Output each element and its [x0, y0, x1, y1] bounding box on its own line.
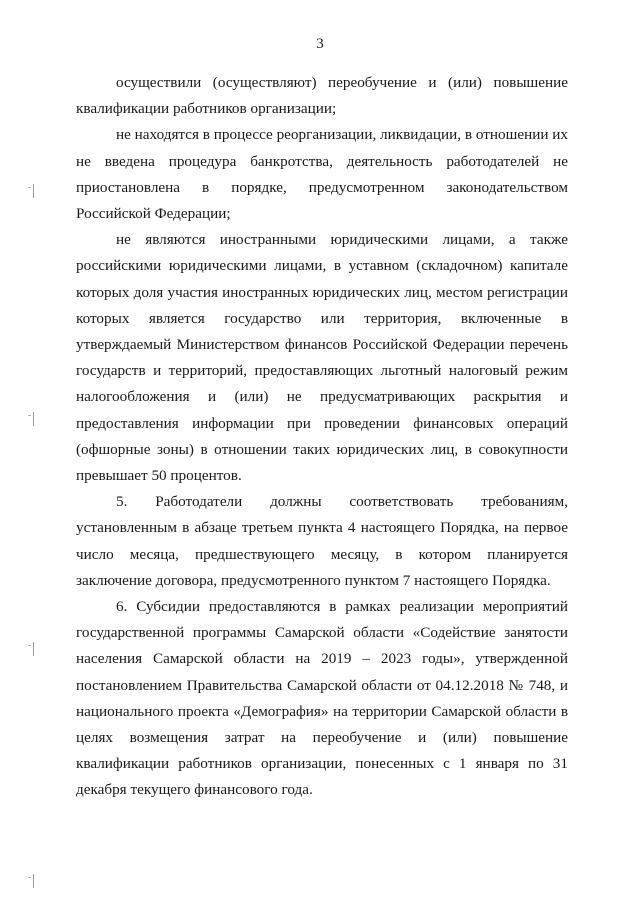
paragraph-retraining: осуществили (осуществляют) переобучение и (или) повышение квалификации работников организации;	[76, 74, 568, 118]
margin-scan-mark	[33, 412, 40, 426]
paragraph-not-foreign-entity: не являются иностранными юридическими лицами, а также российскими юридическими лицами, в уставном (складочном) капитале которых доля участия иностранных юридических лиц, местом регистрации которых является государство или территория, включенные в утверждаемый Министерством финансов Российской Федерации перечень государств и территорий, предоставляющих льготный налоговый режим налогообложения и (или) не предусматривающих раскрытия и предоставления информации при проведении финансовых операций (офшорные зоны) в отношении таких юридических лиц, в совокупности превышает 50 процентов.	[76, 231, 568, 485]
paragraph-no-reorganization: не находятся в процессе реорганизации, ликвидации, в отношении их не введена процедура банкротства, деятельность работодателей не приостановлена в порядке, предусмотренном законодательством Российской Федерации;	[76, 126, 568, 223]
margin-scan-mark	[33, 642, 40, 656]
paragraph-item-6: 6. Субсидии предоставляются в рамках реализации мероприятий государственной программы Самарской области «Содействие занятости населения Самарской области на 2019 – 2023 годы», утвержденной постановлением Правительства Самарской области от 04.12.2018 № 748, и национального проекта «Демография» на территории Самарской области в целях возмещения затрат на переобучение и (или) повышение квалификации работников организации, понесенных с 1 января по 31 декабря текущего финансового года.	[76, 598, 568, 799]
paragraph-item-5: 5. Работодатели должны соответствовать требованиям, установленным в абзаце третьем пункта 4 настоящего Порядка, на первое число месяца, предшествующего месяцу, в котором планируется заключение договора, предусмотренного пунктом 7 настоящего Порядка.	[76, 493, 568, 589]
document-body	[76, 70, 568, 804]
margin-scan-mark	[33, 184, 40, 198]
page-number: 3	[316, 36, 324, 52]
margin-scan-mark	[33, 874, 40, 888]
